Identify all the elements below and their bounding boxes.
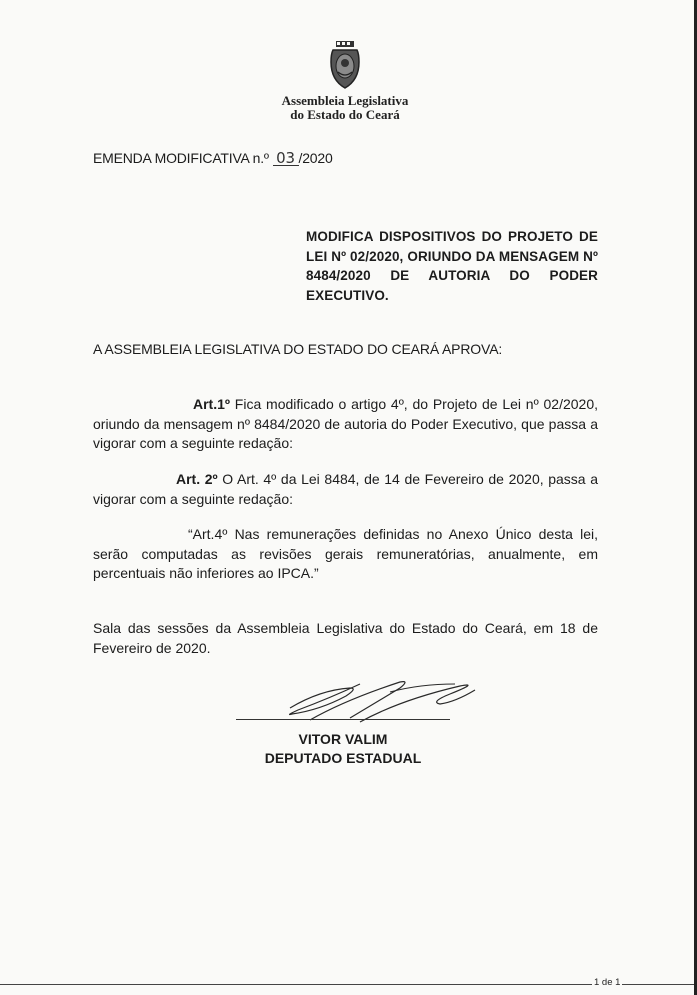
footer-divider: [0, 984, 694, 985]
ementa: MODIFICA DISPOSITIVOS DO PROJETO DE LEI Nº 02/2020, ORIUNDO DA MENSAGEM Nº 8484/2020 DE AUTORIA DO PODER EXECUTIVO.: [306, 229, 598, 303]
article-1-label: Art.1º: [193, 396, 231, 412]
institution-line-2: do Estado do Ceará: [290, 107, 400, 122]
article-2: [93, 470, 598, 509]
signer-block: [236, 730, 450, 768]
institution-name: [250, 94, 440, 122]
signature-line: [236, 719, 450, 720]
article-2-text: O Art. 4º da Lei 8484, de 14 de Fevereiro de 2020, passa a vigorar com a seguinte redação:: [93, 471, 599, 507]
emenda-suffix: /2020: [298, 150, 333, 166]
quoted-article: [93, 525, 598, 584]
page-indicator: 1 de 1: [594, 977, 621, 988]
coat-of-arms-icon: [327, 40, 363, 90]
emenda-title: [93, 150, 333, 166]
emenda-number: 03: [273, 151, 299, 166]
quoted-article-text: “Art.4º Nas remunerações definidas no Anexo Único desta lei, serão computadas as revisões gerais remuneratórias, anualmente, em percentuais não inferiores ao IPCA.”: [93, 526, 598, 581]
signer-title: DEPUTADO ESTADUAL: [264, 750, 422, 766]
handwritten-signature: [250, 670, 490, 730]
article-2-label: Art. 2º: [176, 471, 218, 487]
article-1: [93, 395, 598, 454]
emenda-prefix: EMENDA MODIFICATIVA n.º: [93, 150, 269, 166]
signer-name: VITOR VALIM: [298, 731, 388, 747]
institution-line-1: Assembleia Legislativa: [281, 93, 409, 108]
approval-statement: A ASSEMBLEIA LEGISLATIVA DO ESTADO DO CEARÁ APROVA:: [93, 341, 503, 357]
session-place-date: Sala das sessões da Assembleia Legislativa do Estado do Ceará, em 18 de Fevereiro de 2020.: [93, 620, 598, 656]
article-1-text: Fica modificado o artigo 4º, do Projeto de Lei nº 02/2020, oriundo da mensagem nº 8484/2020 de autoria do Poder Executivo, que passa a vigorar com a seguinte redação:: [93, 396, 598, 451]
